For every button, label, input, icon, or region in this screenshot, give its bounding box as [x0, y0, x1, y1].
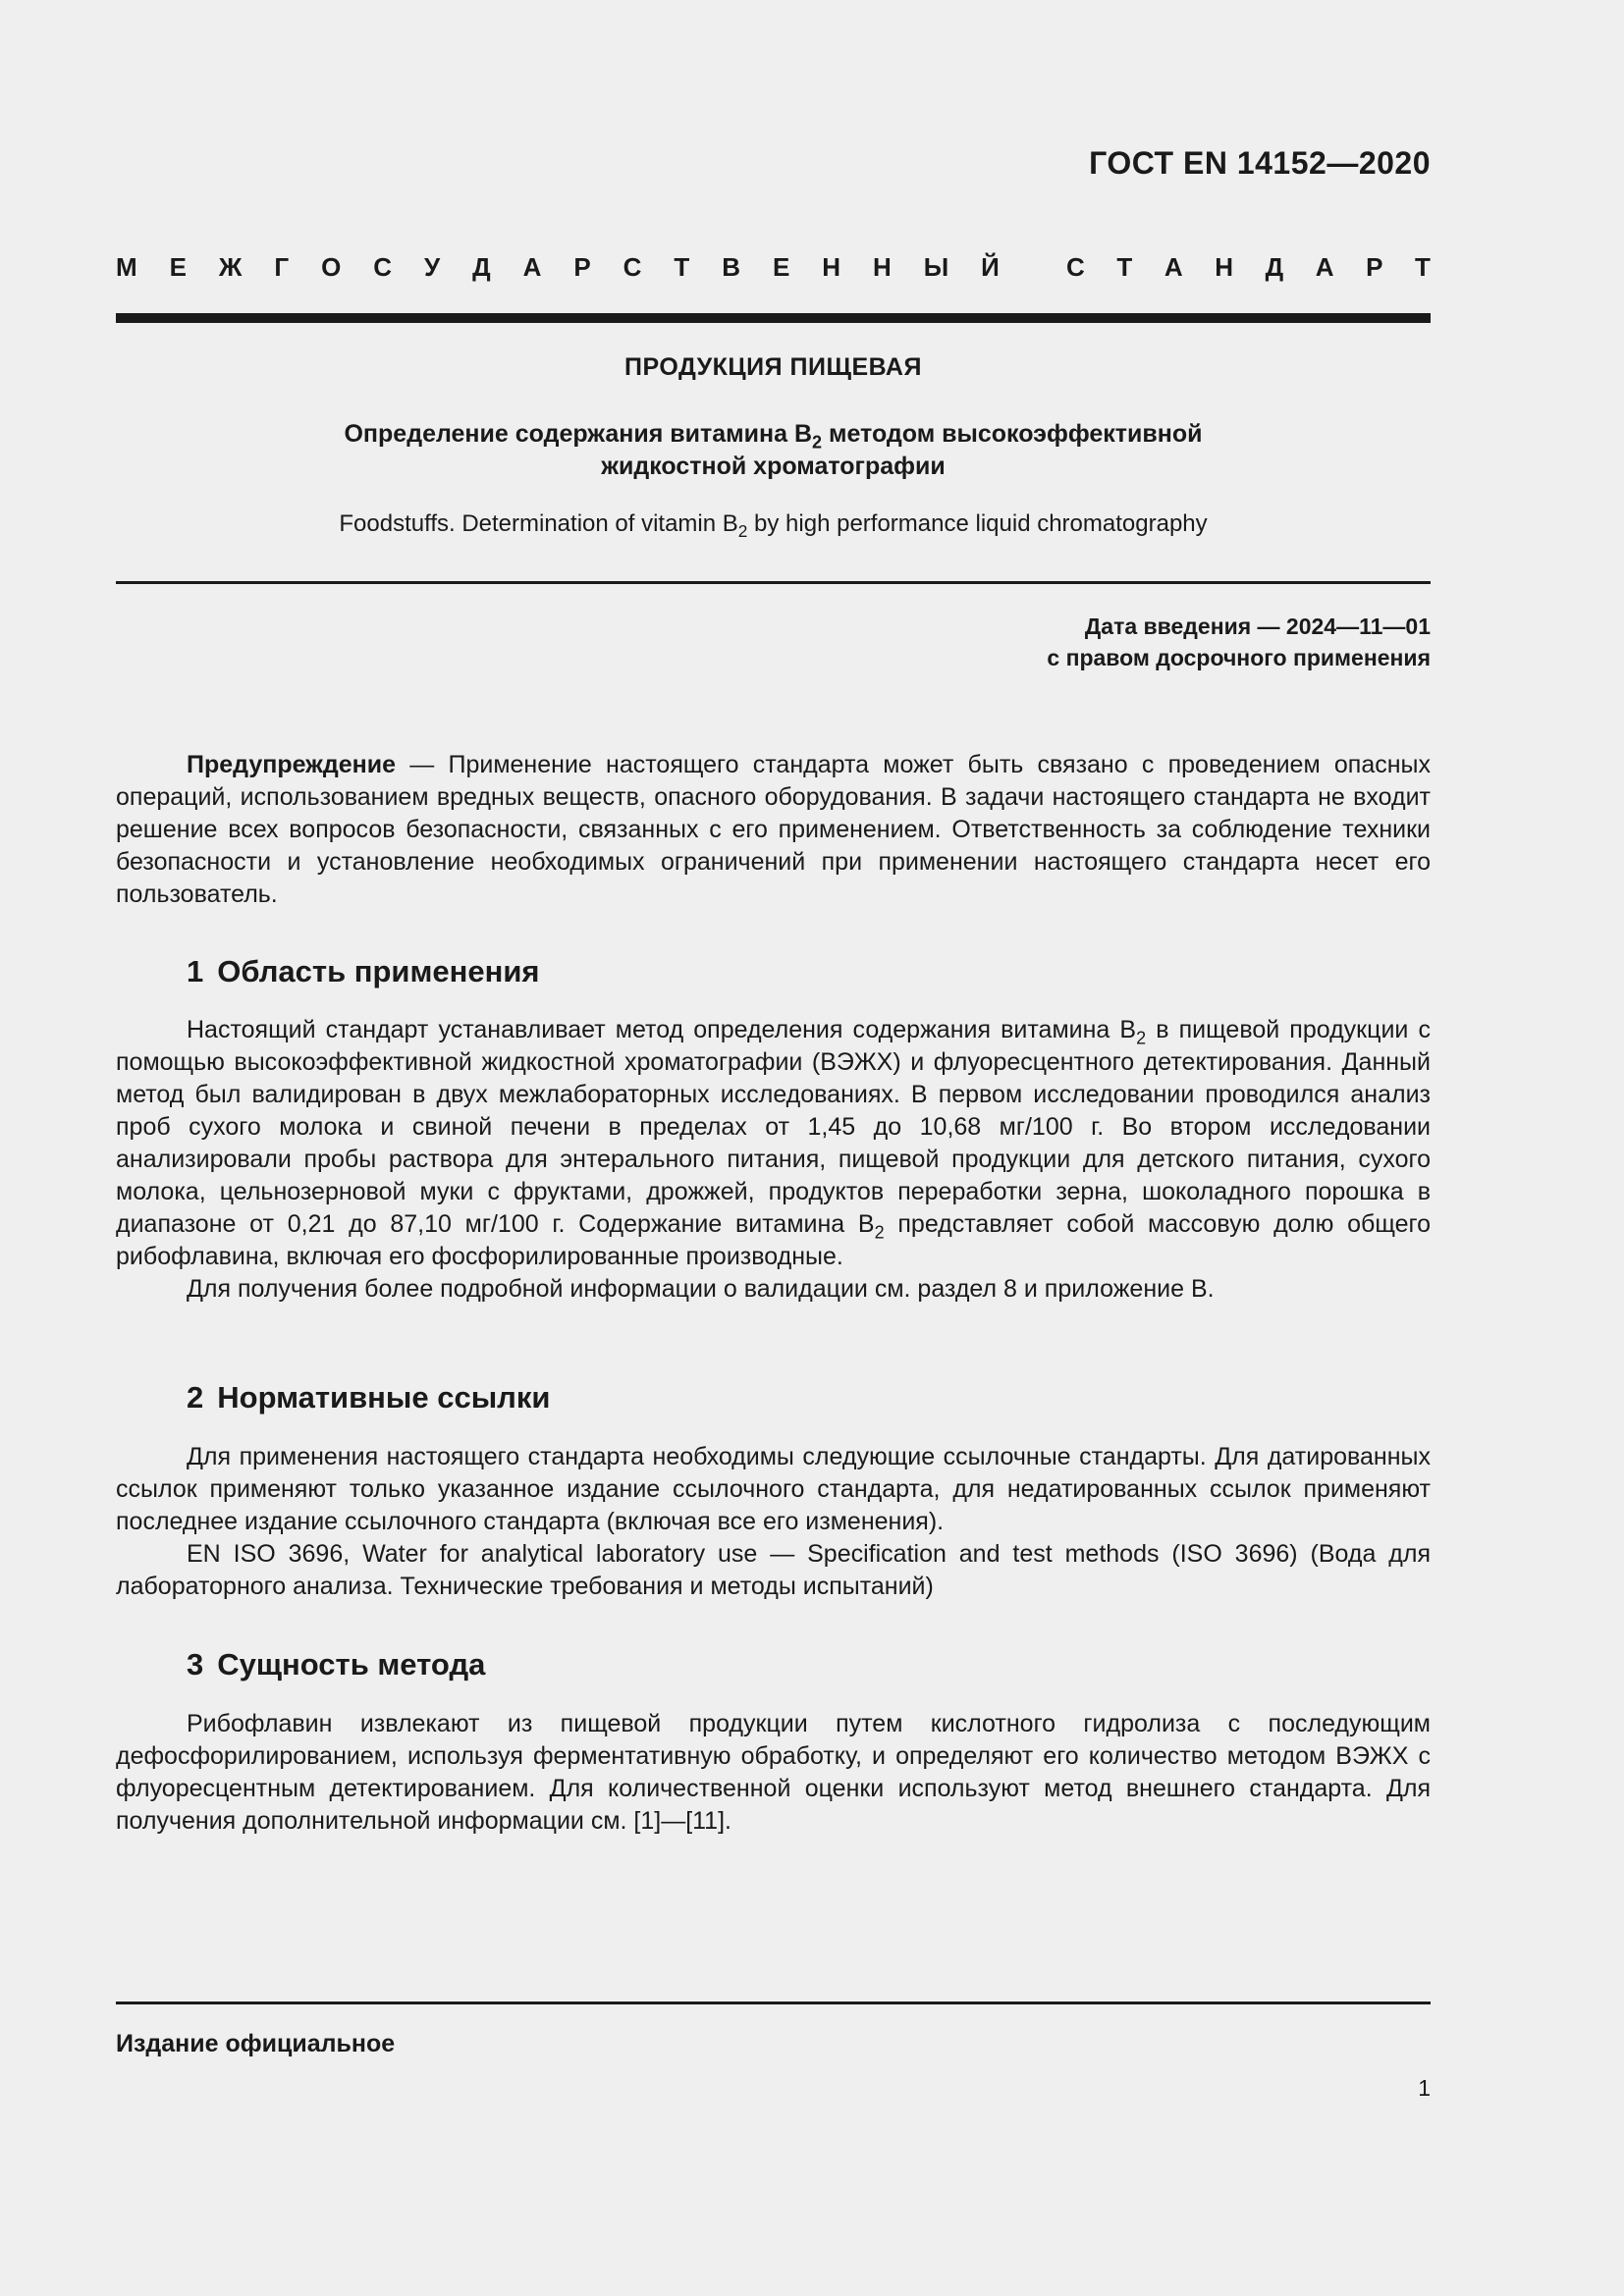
header-divider: [116, 313, 1431, 323]
page-number: 1: [1418, 2075, 1431, 2101]
standard-kind-word-2: С Т А Н Д А Р Т: [1066, 252, 1431, 282]
product-category: ПРОДУКЦИЯ ПИЩЕВАЯ: [624, 353, 922, 381]
early-application-note: с правом досрочного применения: [1047, 645, 1431, 670]
document-title-ru: [116, 418, 1431, 483]
official-edition-label: Издание официальное: [116, 2030, 396, 2057]
section-2-heading: 2 Нормативные ссылки: [187, 1380, 551, 1415]
title-ru-line-2: жидкостной хроматографии: [601, 453, 946, 480]
warning-text: — Применение настоящего стандарта может быть связано с проведением опасных операций, использованием вредных веществ, опасного оборудования. В задачи настоящего стандарта не входит решение всех вопросов безопасности, связанных с его применением. Ответственность за соблюдение техники безопасности и установление необходимых ограничений при применении настоящего стандарта несет его пользователь.: [116, 751, 1431, 908]
document-code: ГОСТ EN 14152—2020: [1089, 145, 1431, 181]
section-3-heading: 3 Сущность метода: [187, 1647, 486, 1682]
footer-divider: [116, 2002, 1431, 2004]
title-ru-line-1: Определение содержания витамина $B_2$ методом высокоэффективной: [344, 420, 1203, 453]
introduction-date: [1047, 611, 1431, 673]
standard-kind-heading: [116, 252, 1431, 283]
section-1-paragraph-2: Для получения более подробной информации о валидации см. раздел 8 и приложение B.: [187, 1275, 1215, 1303]
title-divider: [116, 581, 1431, 584]
normative-reference-item: EN ISO 3696, Water for analytical laboratory use — Specification and test methods (ISO 3696) (Вода для лабораторного анализа. Технические требования и методы испытаний): [116, 1540, 1431, 1600]
section-1-paragraph-1: Настоящий стандарт устанавливает метод определения содержания витамина $B_2$ в пищевой продукции с помощью высокоэффективной жидкостной хроматографии (ВЭЖХ) и флуоресцентного детектирования. Данный метод был валидирован в двух межлабораторных исследованиях. В первом исследовании проводился анализ проб сухого молока и свиной печени в пределах от 1,45 до 10,68 мг/100 г. Во втором исследовании анализировали пробы раствора для энтерального питания, пищевой продукции для детского питания, сухого молока, цельнозерновой муки с фруктами, дрожжей, продуктов переработки зерна, шоколадного порошка в диапазоне от 0,21 до 87,10 мг/100 г. Содержание витамина $B_2$ представляет собой массовую долю общего рибофлавина, включая его фосфорилированные производные.: [116, 1016, 1431, 1270]
section-2-body: [116, 1441, 1431, 1603]
section-3-body: [116, 1708, 1431, 1838]
document-title-en: Foodstuffs. Determination of vitamin $B_2$ by high performance liquid chromatography: [339, 510, 1208, 542]
warning-label: Предупреждение: [187, 751, 397, 778]
introduction-date-line: Дата введения — 2024—11—01: [1084, 614, 1431, 639]
section-1-body: [116, 1014, 1431, 1306]
section-2-paragraph-1: Для применения настоящего стандарта необходимы следующие ссылочные стандарты. Для датированных ссылок применяют только указанное издание ссылочного стандарта, для недатированных ссылок применяют последнее издание ссылочного стандарта (включая все его изменения).: [116, 1443, 1431, 1535]
standard-kind-word-1: М Е Ж Г О С У Д А Р С Т В Е Н Н Ы Й: [116, 252, 1000, 282]
section-3-paragraph-1: Рибофлавин извлекают из пищевой продукции путем кислотного гидролиза с последующим дефосфорилированием, используя ферментативную обработку, и определяют его количество методом ВЭЖХ с флуоресцентным детектированием. Для количественной оценки используют метод внешнего стандарта. Для получения дополнительной информации см. [1]—[11].: [116, 1710, 1431, 1835]
section-1-heading: 1 Область применения: [187, 954, 540, 988]
warning-paragraph: [116, 749, 1431, 911]
